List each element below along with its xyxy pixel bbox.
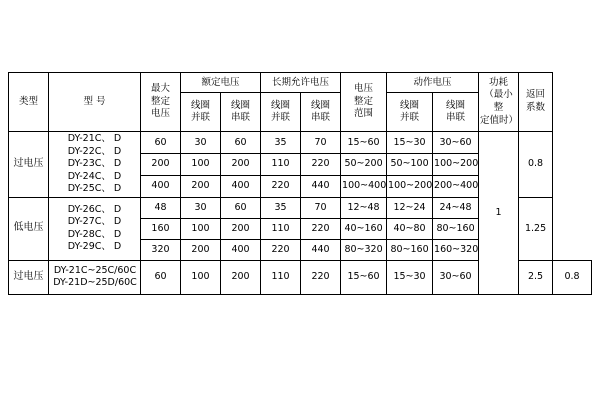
cell-max: 400 <box>141 175 181 197</box>
header-long-term-allowed-voltage: 长期允许电压 <box>261 73 341 93</box>
cell-power-1: 1 <box>479 132 519 295</box>
cell-act-parallel: 40~80 <box>387 218 433 239</box>
cell-act-series: 160~320 <box>433 239 479 260</box>
cell-act-series: 80~160 <box>433 218 479 239</box>
cell-return-2: 1.25 <box>519 197 553 260</box>
cell-range: 50~200 <box>341 153 387 175</box>
group-models-2: DY-26C、 D DY-27C、 D DY-28C、 D DY-29C、 D <box>49 197 141 260</box>
cell-long-series: 220 <box>301 218 341 239</box>
header-long-coil-parallel: 线圈 并联 <box>261 93 301 132</box>
cell-long-series: 440 <box>301 239 341 260</box>
header-type: 类型 <box>9 73 49 132</box>
header-action-coil-series: 线圈 串联 <box>433 93 479 132</box>
cell-rated-parallel: 200 <box>181 239 221 260</box>
cell-rated-parallel: 200 <box>181 175 221 197</box>
header-rated-voltage: 额定电压 <box>181 73 261 93</box>
cell-rated-parallel: 100 <box>181 218 221 239</box>
cell-rated-parallel: 30 <box>181 197 221 218</box>
cell-range: 40~160 <box>341 218 387 239</box>
cell-power-3: 2.5 <box>519 260 553 294</box>
table-row <box>9 132 592 154</box>
cell-long-parallel: 35 <box>261 132 301 154</box>
specification-table <box>8 72 592 295</box>
cell-max: 60 <box>141 132 181 154</box>
cell-rated-parallel: 100 <box>181 153 221 175</box>
group-type-overvoltage-1: 过电压 <box>9 132 49 198</box>
header-action-voltage: 动作电压 <box>387 73 479 93</box>
header-return-coefficient: 返回 系数 <box>519 73 553 132</box>
cell-return-1: 0.8 <box>519 132 553 198</box>
cell-long-series: 220 <box>301 153 341 175</box>
cell-long-parallel: 220 <box>261 239 301 260</box>
header-model: 型 号 <box>49 73 141 132</box>
cell-max: 48 <box>141 197 181 218</box>
header-long-coil-series: 线圈 串联 <box>301 93 341 132</box>
cell-rated-series: 400 <box>221 175 261 197</box>
cell-rated-series: 60 <box>221 132 261 154</box>
cell-long-parallel: 35 <box>261 197 301 218</box>
group-type-overvoltage-2: 过电压 <box>9 260 49 294</box>
header-action-coil-parallel: 线圈 并联 <box>387 93 433 132</box>
cell-long-parallel: 110 <box>261 218 301 239</box>
table-header-row-1 <box>9 73 592 93</box>
cell-range: 80~320 <box>341 239 387 260</box>
header-voltage-setting-range: 电压 整定 范围 <box>341 73 387 132</box>
header-rated-coil-series: 线圈 串联 <box>221 93 261 132</box>
cell-max: 200 <box>141 153 181 175</box>
group-type-lowvoltage: 低电压 <box>9 197 49 260</box>
cell-act-series: 100~200 <box>433 153 479 175</box>
cell-range: 15~60 <box>341 132 387 154</box>
cell-act-parallel: 15~30 <box>387 260 433 294</box>
cell-act-series: 30~60 <box>433 132 479 154</box>
cell-act-parallel: 12~24 <box>387 197 433 218</box>
cell-max: 160 <box>141 218 181 239</box>
cell-act-parallel: 80~160 <box>387 239 433 260</box>
cell-long-series: 70 <box>301 197 341 218</box>
cell-range: 15~60 <box>341 260 387 294</box>
cell-range: 100~400 <box>341 175 387 197</box>
header-power-consumption: 功耗 （最小整 定值时） <box>479 73 519 132</box>
group-models-1: DY-21C、 D DY-22C、 D DY-23C、 D DY-24C、 D DY-25C、 D <box>49 132 141 198</box>
header-rated-coil-parallel: 线圈 并联 <box>181 93 221 132</box>
header-max-setting-voltage: 最大 整定 电压 <box>141 73 181 132</box>
cell-rated-series: 400 <box>221 239 261 260</box>
cell-long-parallel: 220 <box>261 175 301 197</box>
cell-rated-series: 200 <box>221 218 261 239</box>
cell-act-parallel: 100~200 <box>387 175 433 197</box>
cell-return-3: 0.8 <box>553 260 592 294</box>
cell-act-series: 24~48 <box>433 197 479 218</box>
group-models-3: DY-21C~25C/60C DY-21D~25D/60C <box>49 260 141 294</box>
cell-rated-series: 200 <box>221 153 261 175</box>
cell-act-parallel: 15~30 <box>387 132 433 154</box>
cell-long-parallel: 110 <box>261 260 301 294</box>
cell-act-series: 200~400 <box>433 175 479 197</box>
cell-rated-parallel: 100 <box>181 260 221 294</box>
cell-rated-series: 200 <box>221 260 261 294</box>
cell-rated-series: 60 <box>221 197 261 218</box>
cell-act-series: 30~60 <box>433 260 479 294</box>
cell-long-series: 440 <box>301 175 341 197</box>
cell-max: 320 <box>141 239 181 260</box>
cell-range: 12~48 <box>341 197 387 218</box>
cell-act-parallel: 50~100 <box>387 153 433 175</box>
cell-max: 60 <box>141 260 181 294</box>
cell-long-series: 220 <box>301 260 341 294</box>
cell-long-series: 70 <box>301 132 341 154</box>
cell-long-parallel: 110 <box>261 153 301 175</box>
cell-rated-parallel: 30 <box>181 132 221 154</box>
